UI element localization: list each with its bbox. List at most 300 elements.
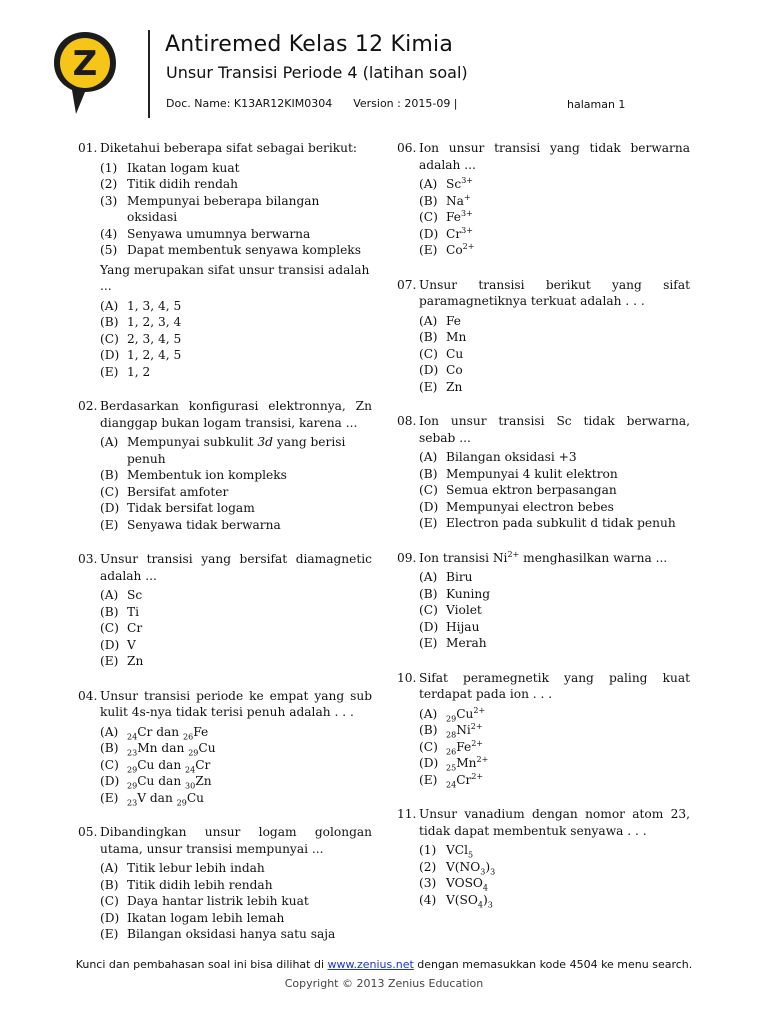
logo-letter: Z (72, 44, 98, 84)
stem-part: menghasilkan warna ... (519, 550, 668, 565)
element-symbol: V (137, 790, 146, 805)
option-label: (E) (419, 243, 438, 257)
option-label: (D) (100, 774, 120, 788)
question-number: 10. (397, 670, 417, 685)
joiner-text: dan (157, 741, 189, 755)
atomic-number: 29 (127, 781, 138, 791)
option-item[interactable] (419, 346, 690, 363)
question-stem: Unsur transisi periode ke empat yang sub kulit 4s-nya tidak terisi penuh adalah . . . (100, 688, 372, 719)
option-item[interactable] (100, 724, 372, 741)
option-item[interactable] (100, 347, 372, 364)
question-03 (78, 551, 372, 670)
question-08 (397, 413, 690, 532)
statement-text: Dapat membentuk senyawa kompleks (127, 243, 361, 257)
option-text: 2, 3, 4, 5 (127, 331, 182, 346)
statement-label: (1) (100, 160, 118, 175)
option-text (446, 176, 690, 193)
option-text: Senyawa tidak berwarna (127, 517, 281, 532)
option-label: (D) (100, 910, 120, 925)
statement-text: Mempunyai beberapa bilangan oksidasi (127, 193, 320, 224)
atomic-number: 23 (127, 748, 138, 758)
statement-item (100, 242, 372, 259)
option-item[interactable] (419, 755, 690, 772)
option-item[interactable] (419, 586, 690, 603)
option-item[interactable] (419, 875, 690, 892)
statement-text: Ikatan logam kuat (127, 160, 240, 175)
option-item[interactable] (100, 926, 372, 943)
option-text: 1, 2, 3, 4 (127, 315, 182, 329)
option-item[interactable] (100, 314, 372, 331)
option-text: Kuning (446, 586, 491, 601)
option-item[interactable] (419, 193, 690, 210)
option-label: (C) (100, 484, 119, 499)
option-item[interactable] (100, 653, 372, 670)
atomic-number: 30 (185, 781, 196, 791)
question-number: 02. (78, 399, 98, 413)
formula-subscript: 5 (468, 850, 474, 860)
option-text: Titik lebur lebih indah (127, 861, 265, 875)
option-list (100, 587, 372, 670)
ion-symbol: Ni (456, 723, 471, 737)
option-text-italic: 3d (257, 435, 273, 449)
option-text (446, 859, 690, 876)
statement-text: Titik didih rendah (127, 177, 239, 191)
option-text (127, 724, 372, 741)
option-item[interactable] (100, 467, 372, 484)
option-label: (E) (100, 927, 119, 941)
option-list (419, 842, 690, 908)
option-item[interactable] (419, 635, 690, 652)
statement-label: (3) (100, 193, 118, 208)
option-label: (A) (100, 861, 119, 875)
option-label: (3) (419, 876, 437, 890)
option-text: 1, 2, 4, 5 (127, 348, 182, 362)
question-02 (78, 398, 372, 533)
option-label: (C) (100, 894, 119, 908)
question-stem: Unsur vanadium dengan nomor atom 23, tidak dapat membentuk senyawa . . . (419, 807, 690, 838)
question-number: 09. (397, 550, 417, 565)
option-text (446, 722, 690, 739)
option-text (446, 739, 690, 756)
option-label: (A) (419, 706, 438, 721)
statement-label: (4) (100, 226, 118, 241)
option-text: Bilangan oksidasi hanya satu saja (127, 927, 336, 941)
option-text: Biru (446, 570, 473, 584)
option-item[interactable] (419, 466, 690, 483)
formula-part: VOSO (446, 876, 483, 890)
option-text: Zn (446, 379, 463, 394)
left-column (78, 140, 372, 961)
question-number: 04. (78, 688, 98, 703)
option-list (100, 298, 372, 381)
ion-symbol: Sc (446, 177, 462, 191)
option-text (446, 242, 690, 259)
option-text: 1, 2 (127, 364, 151, 379)
element-symbol: Fe (193, 724, 209, 739)
option-item[interactable] (100, 364, 372, 381)
header-divider (148, 30, 150, 118)
option-label: (B) (419, 330, 438, 344)
option-label: (B) (100, 604, 119, 619)
option-text: Membentuk ion kompleks (127, 468, 287, 482)
option-item[interactable] (419, 449, 690, 466)
footer-note (0, 958, 768, 971)
option-item[interactable] (100, 484, 372, 501)
atomic-number: 25 (446, 763, 457, 773)
option-label: (C) (100, 621, 119, 635)
joiner-text: dan (146, 790, 177, 805)
question-followup: Yang merupakan sifat unsur transisi adalah ... (100, 262, 370, 293)
option-label: (B) (419, 586, 438, 601)
atomic-number: 24 (185, 764, 196, 774)
option-label: (D) (419, 619, 439, 634)
atomic-number: 26 (446, 746, 457, 756)
option-item[interactable] (419, 842, 690, 859)
option-list (419, 706, 690, 789)
atomic-number: 26 (183, 731, 194, 741)
option-label: (D) (419, 363, 439, 377)
option-label: (A) (419, 313, 438, 328)
formula-subscript: 3 (490, 866, 496, 876)
option-text (446, 755, 690, 772)
question-number: 07. (397, 277, 417, 292)
option-label: (B) (419, 466, 438, 481)
question-09 (397, 550, 690, 652)
question-number: 11. (397, 807, 417, 821)
question-stem: Sifat peramegnetik yang paling kuat terdapat pada ion . . . (419, 670, 690, 701)
atomic-number: 28 (446, 730, 457, 740)
option-text: Zn (127, 654, 144, 668)
formula-part: V(NO (446, 859, 481, 874)
ion-symbol: Fe (456, 739, 472, 754)
formula-subscript: 4 (477, 899, 483, 909)
atomic-number: 29 (446, 713, 457, 723)
question-stem: Berdasarkan konfigurasi elektronnya, Zn dianggap bukan logam transisi, karena ... (100, 399, 372, 430)
option-text: Violet (446, 603, 482, 617)
option-list (100, 860, 372, 943)
ion-charge: 2+ (471, 771, 484, 781)
option-label: (E) (419, 379, 438, 394)
formula-part: ) (483, 892, 488, 907)
formula-part: ) (485, 859, 491, 874)
joiner-text: dan (152, 724, 184, 739)
option-label: (D) (419, 226, 439, 241)
element-symbol: Cr (137, 724, 153, 739)
option-text: Titik didih lebih rendah (127, 877, 273, 892)
option-label: (D) (419, 499, 439, 514)
doc-version: Version : 2015-09 | (353, 97, 458, 110)
option-text (446, 706, 690, 723)
option-text (127, 740, 372, 757)
option-text: Cr (127, 621, 143, 635)
option-label: (D) (100, 637, 120, 652)
footer-text: dengan memasukkan kode 4504 ke menu search. (413, 958, 693, 971)
option-text (446, 892, 690, 909)
question-stem: Dibandingkan unsur logam golongan utama, unsur transisi mempunyai ... (100, 825, 372, 856)
statement-item (100, 226, 372, 243)
option-label: (1) (419, 843, 437, 857)
zenius-logo (52, 30, 118, 116)
element-symbol: Cr (195, 757, 211, 772)
atomic-number: 24 (446, 779, 457, 789)
option-text: Mempunyai electron bebes (446, 499, 614, 514)
option-item[interactable] (419, 739, 690, 756)
element-symbol: Mn (137, 741, 158, 755)
option-label: (B) (100, 315, 119, 329)
atomic-number: 29 (176, 797, 187, 807)
joiner-text: dan (154, 774, 186, 788)
option-item[interactable] (100, 637, 372, 654)
option-text: Ikatan logam lebih lemah (127, 910, 285, 925)
option-label: (E) (419, 772, 438, 787)
option-label: (E) (419, 516, 438, 530)
option-text: Mempunyai 4 kulit elektron (446, 466, 618, 481)
option-item[interactable] (419, 379, 690, 396)
ion-charge: 2+ (473, 705, 486, 715)
option-text: Co (446, 363, 463, 377)
element-symbol: Zn (195, 774, 212, 788)
question-stem: Unsur transisi yang bersifat diamagnetic adalah ... (100, 552, 372, 583)
option-item[interactable] (100, 740, 372, 757)
option-text: Hijau (446, 619, 480, 634)
option-item[interactable] (419, 892, 690, 909)
option-item[interactable] (419, 176, 690, 193)
question-stem: Unsur transisi berikut yang sifat paramagnetiknya terkuat adalah . . . (419, 277, 690, 308)
option-item[interactable] (100, 587, 372, 604)
option-text: Bersifat amfoter (127, 484, 229, 499)
question-stem: Diketahui beberapa sifat sebagai berikut: (100, 141, 358, 155)
option-item[interactable] (419, 242, 690, 259)
ion-charge: 2+ (471, 738, 483, 748)
option-item[interactable] (419, 619, 690, 636)
statement-label: (5) (100, 243, 118, 257)
doc-meta (166, 97, 458, 110)
option-label: (A) (419, 570, 438, 584)
ion-charge: 3+ (461, 208, 473, 218)
option-text: Electron pada subkulit d tidak penuh (446, 516, 676, 530)
option-label: (C) (419, 483, 438, 497)
option-text (446, 209, 690, 226)
option-label: (B) (100, 741, 119, 755)
option-item[interactable] (100, 910, 372, 927)
question-number: 06. (397, 141, 417, 155)
option-label: (A) (100, 435, 119, 449)
option-item[interactable] (100, 434, 372, 467)
option-text: Mn (446, 330, 467, 344)
option-text: Bilangan oksidasi +3 (446, 450, 577, 464)
doc-title: Antiremed Kelas 12 Kimia (165, 32, 454, 57)
question-10 (397, 670, 690, 789)
page-number: halaman 1 (567, 98, 626, 111)
option-text: Merah (446, 636, 487, 650)
option-label: (C) (100, 331, 119, 346)
option-label: (C) (100, 757, 119, 772)
option-label: (2) (419, 859, 437, 874)
ion-symbol: Na (446, 193, 464, 208)
question-04 (78, 688, 372, 807)
option-text: Ti (127, 604, 140, 619)
option-text (127, 773, 372, 790)
option-list (100, 434, 372, 533)
option-label: (C) (419, 739, 438, 754)
question-05 (78, 824, 372, 943)
doc-name: Doc. Name: K13AR12KIM0304 (166, 97, 333, 110)
ion-symbol: Cr (456, 772, 472, 787)
option-item[interactable] (419, 569, 690, 586)
question-number: 05. (78, 825, 98, 839)
option-label: (E) (100, 790, 119, 805)
option-text (127, 757, 372, 774)
option-text: Sc (127, 588, 143, 602)
statement-item (100, 176, 372, 193)
option-item[interactable] (419, 226, 690, 243)
option-item[interactable] (419, 772, 690, 789)
atomic-number: 29 (127, 764, 138, 774)
option-item[interactable] (100, 893, 372, 910)
option-text: Semua ektron berpasangan (446, 483, 617, 497)
question-number: 03. (78, 552, 98, 566)
option-item[interactable] (100, 604, 372, 621)
statement-item (100, 193, 372, 226)
option-item[interactable] (100, 331, 372, 348)
option-text-part: yang berisi penuh (127, 435, 346, 466)
atomic-number: 24 (127, 731, 138, 741)
option-item[interactable] (100, 790, 372, 807)
option-item[interactable] (100, 757, 372, 774)
formula-part: VCl (446, 843, 469, 857)
option-text (446, 842, 690, 859)
option-item[interactable] (419, 209, 690, 226)
option-text (446, 772, 690, 789)
question-06 (397, 140, 690, 259)
statement-item (100, 160, 372, 177)
option-text: Fe (446, 313, 462, 328)
option-label: (E) (419, 636, 438, 650)
statement-text: Senyawa umumnya berwarna (127, 226, 311, 241)
option-item[interactable] (100, 298, 372, 315)
statement-list (100, 160, 372, 259)
option-item[interactable] (100, 860, 372, 877)
formula-subscript: 3 (480, 866, 486, 876)
option-text (446, 875, 690, 892)
zenius-link[interactable]: www.zenius.net (327, 958, 414, 971)
option-label: (D) (100, 348, 120, 362)
option-item[interactable] (419, 313, 690, 330)
ion-symbol: Mn (456, 756, 477, 770)
atomic-number: 23 (127, 797, 138, 807)
option-list (419, 176, 690, 259)
option-item[interactable] (100, 500, 372, 517)
option-item[interactable] (100, 517, 372, 534)
option-item[interactable] (100, 773, 372, 790)
question-number: 08. (397, 414, 417, 428)
question-stem: Ion unsur transisi yang tidak berwarna adalah ... (419, 141, 690, 172)
ion-symbol: Cr (446, 226, 462, 241)
formula-subscript: 3 (487, 899, 493, 909)
ion-charge: 3+ (461, 175, 473, 185)
ion-charge: + (463, 192, 471, 202)
option-text (127, 790, 372, 807)
stem-part: Ion transisi Ni (419, 550, 508, 565)
option-item[interactable] (419, 602, 690, 619)
option-item[interactable] (419, 499, 690, 516)
option-label: (A) (100, 298, 119, 313)
option-label: (B) (419, 723, 438, 737)
element-symbol: Cu (137, 757, 155, 772)
option-label: (E) (100, 364, 119, 379)
ion-charge: 2+ (476, 754, 489, 764)
copyright: Copyright © 2013 Zenius Education (284, 977, 484, 990)
element-symbol: Cu (137, 774, 155, 788)
option-item[interactable] (100, 620, 372, 637)
option-label: (C) (419, 346, 438, 361)
question-11 (397, 806, 690, 908)
option-label: (A) (419, 177, 438, 191)
element-symbol: Cu (186, 790, 205, 805)
option-item[interactable] (100, 877, 372, 894)
option-text (446, 193, 690, 210)
option-label: (C) (419, 603, 438, 617)
option-label: (B) (100, 877, 119, 892)
option-list (100, 724, 372, 807)
doc-subtitle: Unsur Transisi Periode 4 (latihan soal) (166, 63, 468, 82)
footer-text: Kunci dan pembahasan soal ini bisa dilihat di (75, 958, 328, 971)
option-label: (A) (100, 724, 119, 739)
formula-part: V(SO (446, 892, 478, 907)
option-label: (E) (100, 517, 119, 532)
option-item[interactable] (419, 859, 690, 876)
option-text (127, 434, 372, 467)
option-item[interactable] (419, 482, 690, 499)
option-item[interactable] (419, 329, 690, 346)
option-label: (4) (419, 892, 437, 907)
question-stem (419, 550, 690, 567)
option-text (446, 226, 690, 243)
option-label: (E) (100, 654, 119, 668)
option-list (419, 569, 690, 652)
question-01 (78, 140, 372, 380)
ion-charge: 2+ (470, 721, 483, 731)
option-label: (B) (419, 193, 438, 208)
statement-label: (2) (100, 177, 118, 191)
option-label: (D) (419, 756, 439, 770)
option-list (419, 313, 690, 396)
option-item[interactable] (419, 722, 690, 739)
option-text: V (127, 637, 136, 652)
ion-symbol: Cu (456, 706, 474, 721)
option-text: Daya hantar listrik lebih kuat (127, 894, 309, 908)
ion-charge: 2+ (507, 549, 520, 559)
option-label: (A) (100, 588, 119, 602)
option-label: (B) (100, 468, 119, 482)
element-symbol: Cu (198, 741, 216, 755)
question-number: 01. (78, 141, 98, 155)
ion-charge: 3+ (461, 225, 473, 235)
ion-symbol: Co (446, 243, 463, 257)
option-item[interactable] (419, 515, 690, 532)
option-item[interactable] (419, 362, 690, 379)
option-text-part: Mempunyai subkulit (127, 435, 258, 449)
option-label: (D) (100, 501, 120, 515)
atomic-number: 29 (188, 748, 199, 758)
option-item[interactable] (419, 706, 690, 723)
question-stem: Ion unsur transisi Sc tidak berwarna, sebab ... (419, 414, 690, 445)
joiner-text: dan (154, 757, 186, 772)
ion-charge: 2+ (462, 241, 475, 251)
ion-symbol: Fe (446, 210, 462, 224)
option-text: Cu (446, 346, 464, 361)
formula-subscript: 4 (482, 883, 489, 893)
